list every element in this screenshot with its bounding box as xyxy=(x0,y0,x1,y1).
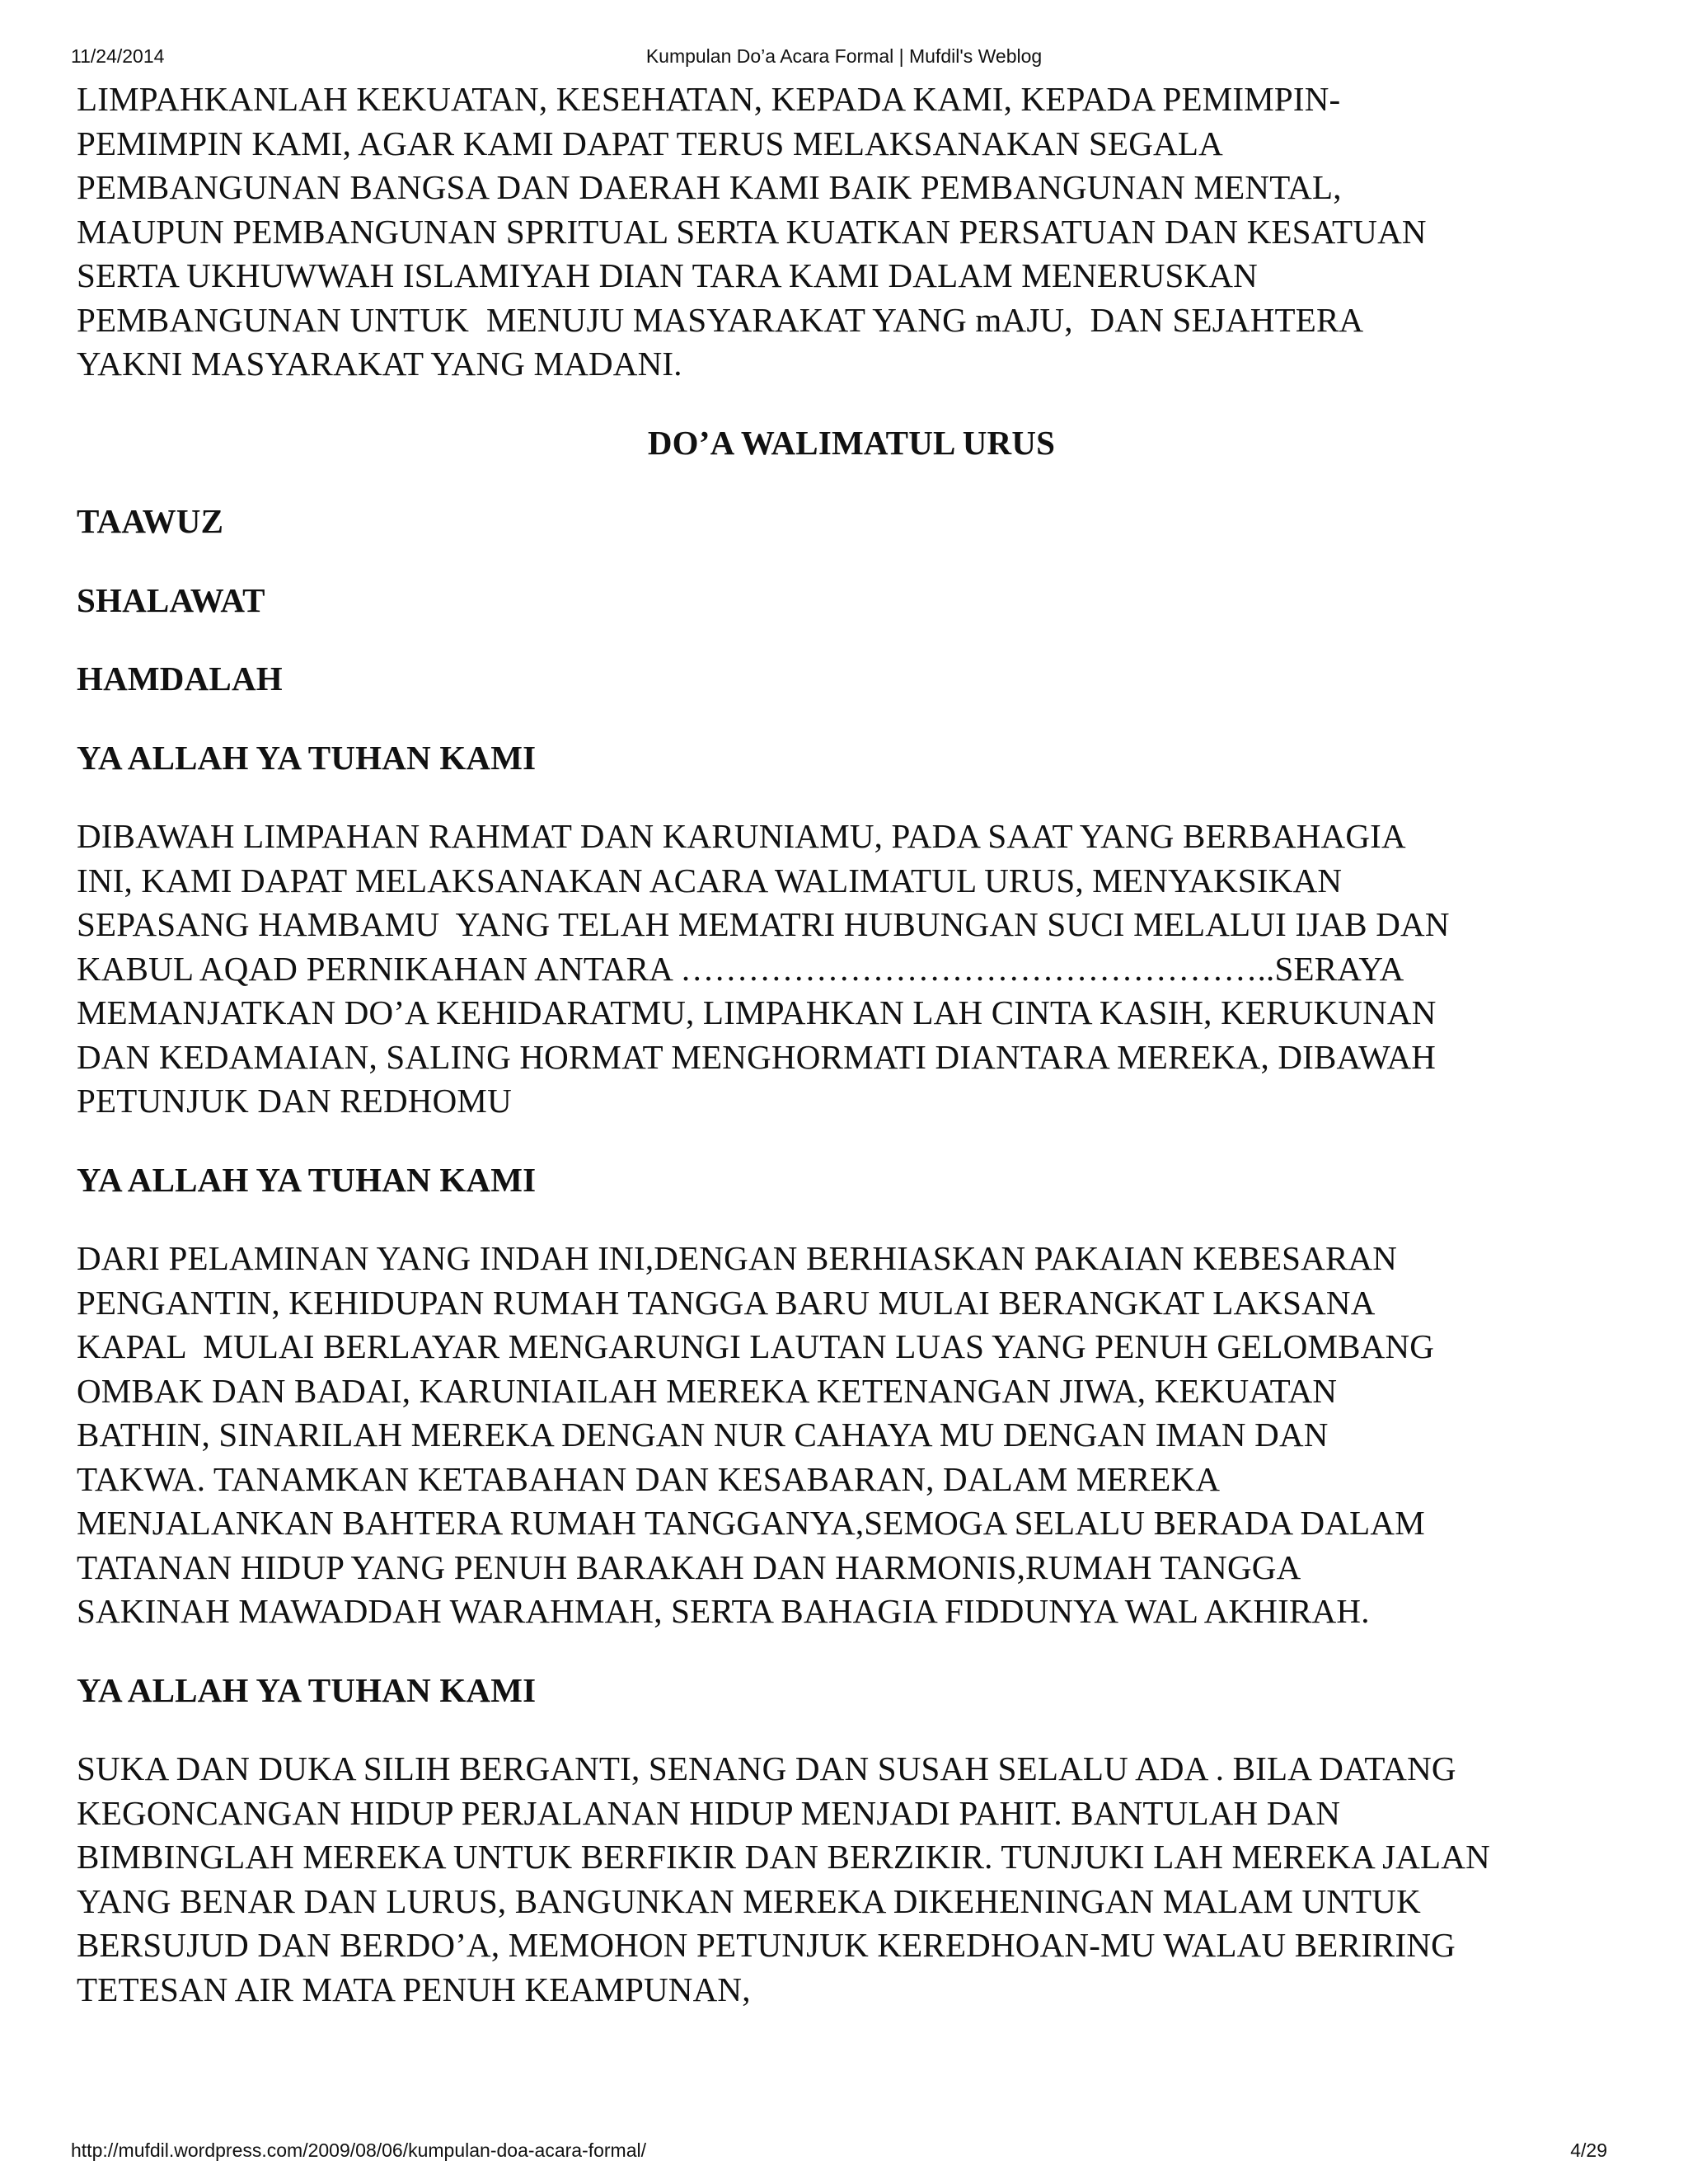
text-line: MEMANJATKAN DO’A KEHIDARATMU, LIMPAHKAN LAH CINTA KASIH, KERUKUNAN xyxy=(77,993,1437,1031)
text-line: PENGANTIN, KEHIDUPAN RUMAH TANGGA BARU MULAI BERANGKAT LAKSANA xyxy=(77,1283,1376,1322)
heading-ya-allah-3: YA ALLAH YA TUHAN KAMI xyxy=(77,1670,537,1709)
text-line: KEGONCANGAN HIDUP PERJALANAN HIDUP MENJADI PAHIT. BANTULAH DAN xyxy=(77,1793,1341,1832)
text-line: PEMBANGUNAN UNTUK MENUJU MASYARAKAT YANG mAJU, DAN SEJAHTERA xyxy=(77,300,1364,339)
print-date: 11/24/2014 xyxy=(71,45,165,67)
page-number: 4/29 xyxy=(1570,2139,1607,2161)
text-line: YAKNI MASYARAKAT YANG MADANI. xyxy=(77,345,682,383)
page-url: http://mufdil.wordpress.com/2009/08/06/kumpulan-doa-acara-formal/ xyxy=(71,2139,647,2161)
heading-shalawat: SHALAWAT xyxy=(77,580,265,619)
paragraph-walimatul-1 xyxy=(77,815,1626,1124)
paragraph-walimatul-3 xyxy=(77,1747,1626,2012)
text-line: MENJALANKAN BAHTERA RUMAH TANGGANYA,SEMOGA SELALU BERADA DALAM xyxy=(77,1504,1425,1542)
text-line: TATANAN HIDUP YANG PENUH BARAKAH DAN HARMONIS,RUMAH TANGGA xyxy=(77,1548,1301,1586)
text-line: DIBAWAH LIMPAHAN RAHMAT DAN KARUNIAMU, PADA SAAT YANG BERBAHAGIA xyxy=(77,817,1406,855)
text-line: KABUL AQAD PERNIKAHAN ANTARA ……………………………………………..SERAYA xyxy=(77,949,1404,988)
heading-ya-allah-2: YA ALLAH YA TUHAN KAMI xyxy=(77,1160,537,1199)
text-line: DARI PELAMINAN YANG INDAH INI,DENGAN BERHIASKAN PAKAIAN KEBESARAN xyxy=(77,1239,1398,1277)
heading-taawuz: TAAWUZ xyxy=(77,502,224,540)
text-line: SAKINAH MAWADDAH WARAHMAH, SERTA BAHAGIA FIDDUNYA WAL AKHIRAH. xyxy=(77,1592,1370,1630)
text-line: SEPASANG HAMBAMU YANG TELAH MEMATRI HUBUNGAN SUCI MELALUI IJAB DAN xyxy=(77,905,1450,943)
text-line: PETUNJUK DAN REDHOMU xyxy=(77,1082,512,1120)
section-title: DO’A WALIMATUL URUS xyxy=(647,423,1056,462)
heading-hamdalah: HAMDALAH xyxy=(77,660,283,697)
document-body xyxy=(77,77,1626,2012)
text-line: TETESAN AIR MATA PENUH KEAMPUNAN, xyxy=(77,1970,751,2008)
text-line: OMBAK DAN BADAI, KARUNIAILAH MEREKA KETENANGAN JIWA, KEKUATAN xyxy=(77,1371,1338,1410)
text-line: PEMBANGUNAN BANGSA DAN DAERAH KAMI BAIK PEMBANGUNAN MENTAL, xyxy=(77,168,1342,206)
paragraph-walimatul-2 xyxy=(77,1237,1626,1634)
text-line: MAUPUN PEMBANGUNAN SPRITUAL SERTA KUATKAN PERSATUAN DAN KESATUAN xyxy=(77,212,1427,251)
text-line: LIMPAHKANLAH KEKUATAN, KESEHATAN, KEPADA KAMI, KEPADA PEMIMPIN- xyxy=(77,80,1341,118)
page-title: Kumpulan Do’a Acara Formal | Mufdil's Weblog xyxy=(645,45,1043,67)
text-line: KAPAL MULAI BERLAYAR MENGARUNGI LAUTAN LUAS YANG PENUH GELOMBANG xyxy=(77,1327,1435,1365)
print-header xyxy=(0,40,1688,73)
print-footer xyxy=(0,2135,1688,2165)
intro-paragraph xyxy=(77,77,1626,387)
text-line: SERTA UKHUWWAH ISLAMIYAH DIAN TARA KAMI DALAM MENERUSKAN xyxy=(77,256,1258,294)
text-line: DAN KEDAMAIAN, SALING HORMAT MENGHORMATI DIANTARA MEREKA, DIBAWAH xyxy=(77,1037,1437,1076)
text-line: BERSUJUD DAN BERDO’A, MEMOHON PETUNJUK KEREDHOAN-MU WALAU BERIRING xyxy=(77,1926,1456,1964)
text-line: TAKWA. TANAMKAN KETABAHAN DAN KESABARAN, DALAM MEREKA xyxy=(77,1459,1221,1498)
text-line: SUKA DAN DUKA SILIH BERGANTI, SENANG DAN SUSAH SELALU ADA . BILA DATANG xyxy=(77,1750,1456,1787)
text-line: BATHIN, SINARILAH MEREKA DENGAN NUR CAHAYA MU DENGAN IMAN DAN xyxy=(77,1416,1329,1454)
text-line: BIMBINGLAH MEREKA UNTUK BERFIKIR DAN BERZIKIR. TUNJUKI LAH MEREKA JALAN xyxy=(77,1838,1490,1876)
heading-ya-allah-1: YA ALLAH YA TUHAN KAMI xyxy=(77,738,537,777)
text-line: INI, KAMI DAPAT MELAKSANAKAN ACARA WALIMATUL URUS, MENYAKSIKAN xyxy=(77,861,1343,899)
text-line: YANG BENAR DAN LURUS, BANGUNKAN MEREKA DIKEHENINGAN MALAM UNTUK xyxy=(77,1881,1421,1920)
text-line: PEMIMPIN KAMI, AGAR KAMI DAPAT TERUS MELAKSANAKAN SEGALA xyxy=(77,124,1223,162)
